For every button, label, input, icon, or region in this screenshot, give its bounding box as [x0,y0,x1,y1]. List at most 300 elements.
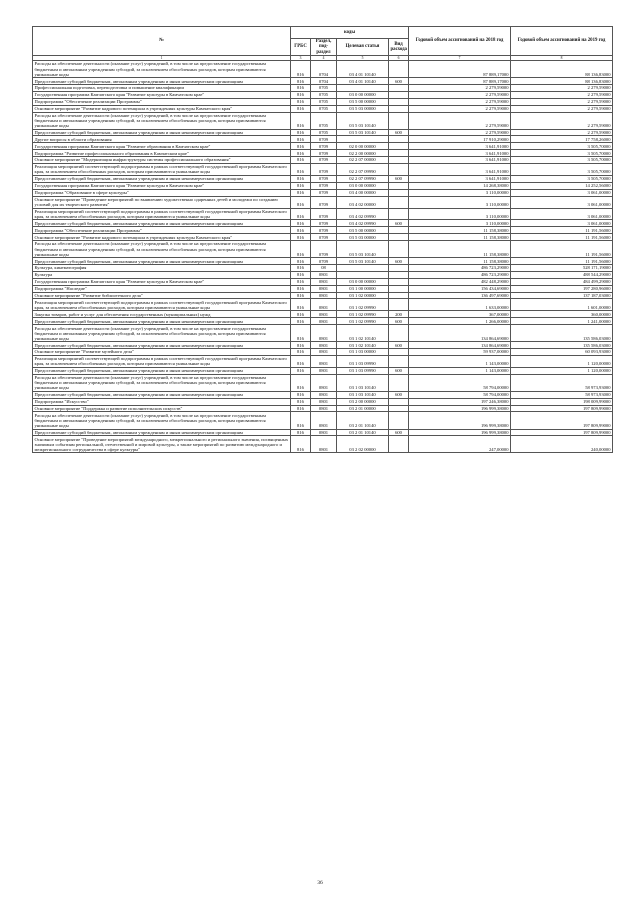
row-expense-type [389,271,409,278]
row-volume-2018: 2 279,59000 [409,91,511,98]
row-volume-2019: 197 809,99000 [511,405,613,412]
row-name: Подпрограмма "Развитие профессионального образования в Камчатском крае" [33,150,291,157]
row-grbs: 816 [291,265,311,272]
row-volume-2018: 3 110,00000 [409,208,511,220]
table-row [33,208,613,220]
row-name: Основное мероприятие "Развитие кадрового потенциала в учреждениях культуры Камчатского края" [33,105,291,112]
row-section: 0704 [311,61,337,78]
table-row [33,398,613,405]
table-row [33,241,613,258]
row-expense-type [389,196,409,208]
row-target-article: 03 0 00 00000 [337,182,389,189]
row-volume-2019: 58 973,93000 [511,391,613,398]
row-grbs: 816 [291,355,311,367]
row-volume-2018: 482 448,29000 [409,278,511,285]
row-volume-2018: 3 641,91000 [409,175,511,182]
row-grbs: 816 [291,311,311,318]
row-expense-type [389,292,409,299]
row-volume-2018: 11 158,38000 [409,258,511,265]
row-section: 0801 [311,292,337,299]
row-section: 0705 [311,98,337,105]
row-grbs: 816 [291,182,311,189]
row-expense-type [389,265,409,272]
row-grbs: 816 [291,429,311,436]
table-row [33,429,613,436]
row-volume-2019: 58 973,93000 [511,374,613,391]
row-expense-type [389,374,409,391]
row-name: Реализация мероприятий соответствующей подпрограммы в рамках соответствующей государственной программы Камчатского края, за исключением обособленных расходов, которым присваиваются уникальные коды [33,299,291,311]
row-grbs: 816 [291,143,311,150]
row-grbs: 816 [291,258,311,265]
row-target-article: 03 4 01 10140 [337,61,389,78]
row-name: Закупка товаров, работ и услуг для обеспечения государственных (муниципальных) нужд [33,311,291,318]
row-section: 0801 [311,405,337,412]
row-name: Основное мероприятие "Развитие музейного дела" [33,349,291,356]
row-volume-2018: 14 268,38000 [409,182,511,189]
row-name: Расходы на обеспечение деятельности (оказание услуг) учреждений, в том числе на предоставление государственным бюджетным и автономным учреждениям субсидий, за исключением обособленных расходов, которым присваиваются уникальные коды [33,61,291,78]
row-section: 0801 [311,367,337,374]
row-target-article [337,265,389,272]
row-grbs: 816 [291,105,311,112]
row-name: Реализация мероприятий соответствующей подпрограммы в рамках соответствующей государственной программы Камчатского края, за исключением обособленных расходов, которым присваиваются уникальные коды [33,163,291,175]
column-index-1: 1 [33,56,291,61]
row-name: Предоставление субсидий бюджетным, автономным учреждениям и иным некоммерческим организациям [33,258,291,265]
budget-document [32,26,612,453]
row-expense-type: 600 [389,258,409,265]
table-row [33,258,613,265]
row-section: 0801 [311,436,337,453]
row-volume-2018: 486 723,29000 [409,265,511,272]
header-vol-2018: Годовой объем ассигнований на 2018 год [409,27,511,56]
row-name: Культура, кинематография [33,265,291,272]
row-grbs: 816 [291,208,311,220]
table-row [33,78,613,85]
row-volume-2019: 240,00000 [511,436,613,453]
row-name: Государственная программа Камчатского края "Развитие культуры в Камчатском крае" [33,182,291,189]
row-target-article: 03 2 00 00000 [337,398,389,405]
row-section: 0709 [311,234,337,241]
row-volume-2019: 1 241,00000 [511,318,613,325]
row-grbs: 816 [291,325,311,342]
row-volume-2018: 136 497,69000 [409,292,511,299]
row-section: 0705 [311,91,337,98]
row-target-article: 03 5 03 10140 [337,129,389,136]
row-name: Предоставление субсидий бюджетным, автономным учреждениям и иным некоммерческим организациям [33,429,291,436]
row-target-article: 03 1 03 10140 [337,374,389,391]
row-grbs: 816 [291,227,311,234]
column-index-3: 3 [291,56,311,61]
row-expense-type [389,355,409,367]
header-codes: коды [291,27,409,39]
row-volume-2018: 1 143,00000 [409,355,511,367]
row-volume-2019: 137 187,03000 [511,292,613,299]
row-volume-2019: 17 758,26000 [511,136,613,143]
column-index-5: 5 [337,56,389,61]
row-grbs: 816 [291,98,311,105]
table-row [33,143,613,150]
row-volume-2019: 3 061,00000 [511,189,613,196]
row-target-article: 03 0 00 00000 [337,278,389,285]
row-volume-2019: 11 191,56000 [511,258,613,265]
row-name: Расходы на обеспечение деятельности (оказание услуг) учреждений, в том числе на предоставление государственным бюджетным и автономным учреждениям субсидий, за исключением обособленных расходов, которым присваиваются уникальные коды [33,112,291,129]
row-grbs: 816 [291,196,311,208]
row-name: Основное мероприятие "Поддержка и развитие исполнительских искусств" [33,405,291,412]
header-num: № [33,27,291,56]
row-name: Подпрограмма "Обеспечение реализации Программы" [33,98,291,105]
row-volume-2018: 197 246,38000 [409,398,511,405]
row-target-article: 03 1 02 09990 [337,299,389,311]
row-volume-2019: 3 061,00000 [511,208,613,220]
row-section: 0709 [311,208,337,220]
row-section: 0801 [311,391,337,398]
row-section: 08 [311,265,337,272]
row-volume-2018: 3 110,00000 [409,196,511,208]
row-volume-2019: 135 586,03000 [511,325,613,342]
row-expense-type [389,234,409,241]
row-volume-2018: 196 999,38000 [409,412,511,429]
row-expense-type [389,278,409,285]
row-name: Государственная программа Камчатского края "Развитие образования в Камчатском крае" [33,143,291,150]
row-grbs: 816 [291,189,311,196]
row-volume-2018: 3 641,91000 [409,143,511,150]
row-target-article: 03 5 00 00000 [337,98,389,105]
row-expense-type [389,189,409,196]
row-expense-type [389,299,409,311]
row-grbs: 816 [291,436,311,453]
row-expense-type [389,136,409,143]
row-target-article: 03 5 03 00000 [337,234,389,241]
row-volume-2019: 2 279,59000 [511,105,613,112]
row-volume-2018: 3 110,00000 [409,220,511,227]
row-section: 0801 [311,318,337,325]
row-grbs: 816 [291,285,311,292]
row-section: 0801 [311,355,337,367]
row-volume-2019: 2 279,59000 [511,91,613,98]
row-target-article: 02 0 00 00000 [337,143,389,150]
row-section: 0709 [311,182,337,189]
row-target-article: 03 1 02 10140 [337,342,389,349]
row-expense-type [389,143,409,150]
row-section: 0709 [311,241,337,258]
row-section: 0801 [311,398,337,405]
row-expense-type: 600 [389,342,409,349]
row-volume-2018: 486 723,29000 [409,271,511,278]
row-volume-2019: 197 809,99000 [511,429,613,436]
table-row [33,61,613,78]
table-row [33,105,613,112]
row-name: Профессиональная подготовка, переподготовка и повышение квалификации [33,85,291,92]
row-name: Расходы на обеспечение деятельности (оказание услуг) учреждений, в том числе на предоставление государственным бюджетным и автономным учреждениям субсидий, за исключением обособленных расходов, которым присваиваются уникальные коды [33,241,291,258]
row-volume-2019: 198 009,99000 [511,398,613,405]
row-grbs: 816 [291,61,311,78]
table-row [33,220,613,227]
row-volume-2018: 58 794,00000 [409,391,511,398]
row-volume-2018: 11 158,38000 [409,241,511,258]
row-volume-2018: 1 633,00000 [409,299,511,311]
header-section: Раздел, под-раздел [311,39,337,56]
row-name: Предоставление субсидий бюджетным, автономным учреждениям и иным некоммерческим организациям [33,367,291,374]
row-section: 0709 [311,157,337,164]
row-volume-2019: 3 505,70000 [511,175,613,182]
row-target-article: 03 1 03 09990 [337,367,389,374]
row-section: 0801 [311,285,337,292]
row-volume-2019: 1 120,00000 [511,355,613,367]
row-grbs: 816 [291,150,311,157]
table-row [33,265,613,272]
row-target-article [337,136,389,143]
row-expense-type [389,112,409,129]
table-row [33,182,613,189]
row-volume-2019: 88 136,83000 [511,61,613,78]
row-expense-type: 200 [389,311,409,318]
table-row [33,85,613,92]
page-number: 36 [317,880,323,886]
row-target-article: 03 4 02 09990 [337,220,389,227]
row-volume-2019: 3 061,00000 [511,196,613,208]
column-index-6: 6 [389,56,409,61]
row-volume-2019: 88 136,83000 [511,78,613,85]
row-section: 0801 [311,349,337,356]
row-expense-type [389,405,409,412]
row-grbs: 816 [291,157,311,164]
row-grbs: 816 [291,318,311,325]
row-volume-2019: 197 809,99000 [511,412,613,429]
row-expense-type [389,285,409,292]
table-row [33,367,613,374]
row-target-article: 03 1 02 10140 [337,325,389,342]
table-row [33,189,613,196]
row-name: Расходы на обеспечение деятельности (оказание услуг) учреждений, в том числе на предоставление государственным бюджетным и автономным учреждениям субсидий, за исключением обособленных расходов, которым присваиваются уникальные коды [33,412,291,429]
row-volume-2019: 1 120,00000 [511,367,613,374]
row-name: Другие вопросы в области образования [33,136,291,143]
row-volume-2019: 3 505,70000 [511,143,613,150]
table-row [33,163,613,175]
row-grbs: 816 [291,391,311,398]
row-volume-2018: 1 266,00000 [409,318,511,325]
row-section: 0709 [311,163,337,175]
row-volume-2019: 2 279,59000 [511,98,613,105]
row-volume-2019: 1 601,00000 [511,299,613,311]
row-volume-2018: 1 143,00000 [409,367,511,374]
row-grbs: 816 [291,129,311,136]
row-target-article: 03 1 03 00000 [337,349,389,356]
row-name: Расходы на обеспечение деятельности (оказание услуг) учреждений, в том числе на предоставление государственным бюджетным и автономным учреждениям субсидий, за исключением обособленных расходов, которым присваиваются уникальные коды [33,325,291,342]
table-row [33,98,613,105]
table-row [33,412,613,429]
row-target-article: 02 2 07 09990 [337,175,389,182]
row-grbs: 816 [291,241,311,258]
row-target-article: 03 5 03 10140 [337,241,389,258]
row-section: 0709 [311,189,337,196]
row-section: 0801 [311,278,337,285]
row-name: Подпрограмма "Наследие" [33,285,291,292]
row-section: 0705 [311,105,337,112]
row-volume-2018: 134 864,69000 [409,325,511,342]
row-volume-2019: 14 252,56000 [511,182,613,189]
row-volume-2019: 2 279,59000 [511,85,613,92]
row-section: 0705 [311,129,337,136]
row-target-article: 03 5 03 10140 [337,112,389,129]
row-name: Реализация мероприятий соответствующей подпрограммы в рамках соответствующей государственной программы Камчатского края, за исключением обособленных расходов, которым присваиваются уникальные коды [33,208,291,220]
row-name: Основное мероприятие "Проведение мероприятий международного, межрегионального и регионального значения, посвященных значимым событиям региональной, отечественной и мировой культуры, а также мероприятий по развитию международного и межрегионального сотрудничества в сфере культуры" [33,436,291,453]
column-index-7: 7 [409,56,511,61]
row-volume-2019: 11 191,56000 [511,241,613,258]
row-expense-type [389,208,409,220]
row-expense-type [389,91,409,98]
row-section: 0801 [311,412,337,429]
row-section: 0705 [311,112,337,129]
row-name: Предоставление субсидий бюджетным, автономным учреждениям и иным некоммерческим организациям [33,129,291,136]
row-volume-2018: 3 641,91000 [409,157,511,164]
row-grbs: 816 [291,299,311,311]
row-volume-2019: 360,00000 [511,311,613,318]
row-name: Подпрограмма "Обеспечение реализации Программы" [33,227,291,234]
row-volume-2018: 11 158,38000 [409,234,511,241]
row-grbs: 816 [291,78,311,85]
row-target-article: 02 2 00 00000 [337,150,389,157]
row-expense-type [389,105,409,112]
row-expense-type: 600 [389,220,409,227]
row-name: Предоставление субсидий бюджетным, автономным учреждениям и иным некоммерческим организациям [33,391,291,398]
row-volume-2018: 196 999,38000 [409,429,511,436]
row-name: Культура [33,271,291,278]
row-target-article: 02 2 07 00000 [337,157,389,164]
row-grbs: 816 [291,85,311,92]
header-vol-2019: Годовой объем ассигнований на 2019 год [511,27,613,56]
row-target-article: 03 2 01 10140 [337,412,389,429]
row-name: Основное мероприятие "Развитие библиотечного дела" [33,292,291,299]
row-name: Предоставление субсидий бюджетным, автономным учреждениям и иным некоммерческим организациям [33,318,291,325]
row-expense-type [389,150,409,157]
row-expense-type [389,325,409,342]
row-volume-2018: 3 641,91000 [409,150,511,157]
table-row [33,175,613,182]
row-section: 0801 [311,342,337,349]
row-expense-type: 600 [389,175,409,182]
row-volume-2018: 2 279,59000 [409,129,511,136]
row-volume-2018: 87 889,17000 [409,61,511,78]
row-expense-type: 600 [389,391,409,398]
row-volume-2018: 247,00000 [409,436,511,453]
row-section: 0801 [311,374,337,391]
row-volume-2018: 2 279,59000 [409,112,511,129]
row-volume-2018: 134 864,69000 [409,342,511,349]
table-row [33,129,613,136]
row-grbs: 816 [291,292,311,299]
row-target-article: 03 1 02 00000 [337,292,389,299]
table-row [33,311,613,318]
row-volume-2019: 11 191,56000 [511,234,613,241]
table-row [33,196,613,208]
row-expense-type [389,61,409,78]
table-row [33,150,613,157]
table-row [33,355,613,367]
row-volume-2019: 528 171,19000 [511,265,613,272]
row-target-article: 03 2 01 10140 [337,429,389,436]
table-row [33,285,613,292]
table-row [33,112,613,129]
row-volume-2018: 11 158,38000 [409,227,511,234]
row-section: 0801 [311,299,337,311]
row-section: 0801 [311,325,337,342]
row-expense-type [389,182,409,189]
row-volume-2019: 2 279,59000 [511,112,613,129]
row-expense-type [389,398,409,405]
row-section: 0801 [311,311,337,318]
row-volume-2018: 3 110,00000 [409,189,511,196]
table-row [33,349,613,356]
row-grbs: 816 [291,271,311,278]
row-grbs: 816 [291,136,311,143]
table-row [33,278,613,285]
row-volume-2019: 2 279,59000 [511,129,613,136]
row-expense-type: 600 [389,318,409,325]
row-expense-type [389,227,409,234]
row-name: Предоставление субсидий бюджетным, автономным учреждениям и иным некоммерческим организациям [33,342,291,349]
row-volume-2019: 484 499,29000 [511,278,613,285]
row-target-article: 03 4 00 00000 [337,189,389,196]
row-name: Основное мероприятие "Модернизация инфраструктуры системы профессионального образования" [33,157,291,164]
row-target-article: 03 4 01 10140 [337,78,389,85]
row-grbs: 816 [291,349,311,356]
row-expense-type [389,241,409,258]
row-expense-type: 600 [389,367,409,374]
row-target-article: 03 4 02 09990 [337,208,389,220]
row-target-article: 03 1 02 09990 [337,311,389,318]
row-expense-type [389,163,409,175]
row-target-article: 03 1 00 00000 [337,285,389,292]
row-grbs: 816 [291,234,311,241]
row-target-article: 03 2 02 00000 [337,436,389,453]
row-name: Основное мероприятие "Развитие кадрового потенциала в учреждениях культуры Камчатского края" [33,234,291,241]
table-row [33,374,613,391]
row-volume-2019: 3 061,00000 [511,220,613,227]
header-expense-type: Вид расхода [389,39,409,56]
row-volume-2018: 156 434,69000 [409,285,511,292]
row-name: Предоставление субсидий бюджетным, автономным учреждениям и иным некоммерческим организациям [33,175,291,182]
row-section: 0709 [311,258,337,265]
row-expense-type [389,436,409,453]
row-grbs: 816 [291,342,311,349]
row-name: Основное мероприятие "Проведение мероприятий по выявлению художественно одаренных детей и молодежи по созданию условий для их творческого развития" [33,196,291,208]
header-grbs: ГРБС [291,39,311,56]
row-volume-2019: 60 093,93000 [511,349,613,356]
row-expense-type: 600 [389,129,409,136]
header-target-article: Целевая статья [337,39,389,56]
row-target-article: 02 2 07 09990 [337,163,389,175]
row-section: 0709 [311,227,337,234]
table-row [33,391,613,398]
row-name: Реализация мероприятий соответствующей подпрограммы в рамках соответствующей государственной программы Камчатского края, за исключением обособленных расходов, которым присваиваются уникальные коды [33,355,291,367]
row-target-article: 03 1 03 09990 [337,355,389,367]
row-name: Предоставление субсидий бюджетным, автономным учреждениям и иным некоммерческим организациям [33,220,291,227]
budget-table [32,26,613,453]
row-target-article: 03 4 02 00000 [337,196,389,208]
row-grbs: 816 [291,220,311,227]
row-section: 0709 [311,175,337,182]
row-target-article: 03 1 03 10140 [337,391,389,398]
row-section: 0801 [311,271,337,278]
row-name: Предоставление субсидий бюджетным, автономным учреждениям и иным некоммерческим организациям [33,78,291,85]
column-index-4: 4 [311,56,337,61]
row-section: 0709 [311,220,337,227]
table-row [33,234,613,241]
row-target-article: 03 0 00 00000 [337,91,389,98]
row-section: 0709 [311,136,337,143]
row-volume-2019: 197 280,96000 [511,285,613,292]
row-volume-2018: 367,00000 [409,311,511,318]
table-row [33,299,613,311]
